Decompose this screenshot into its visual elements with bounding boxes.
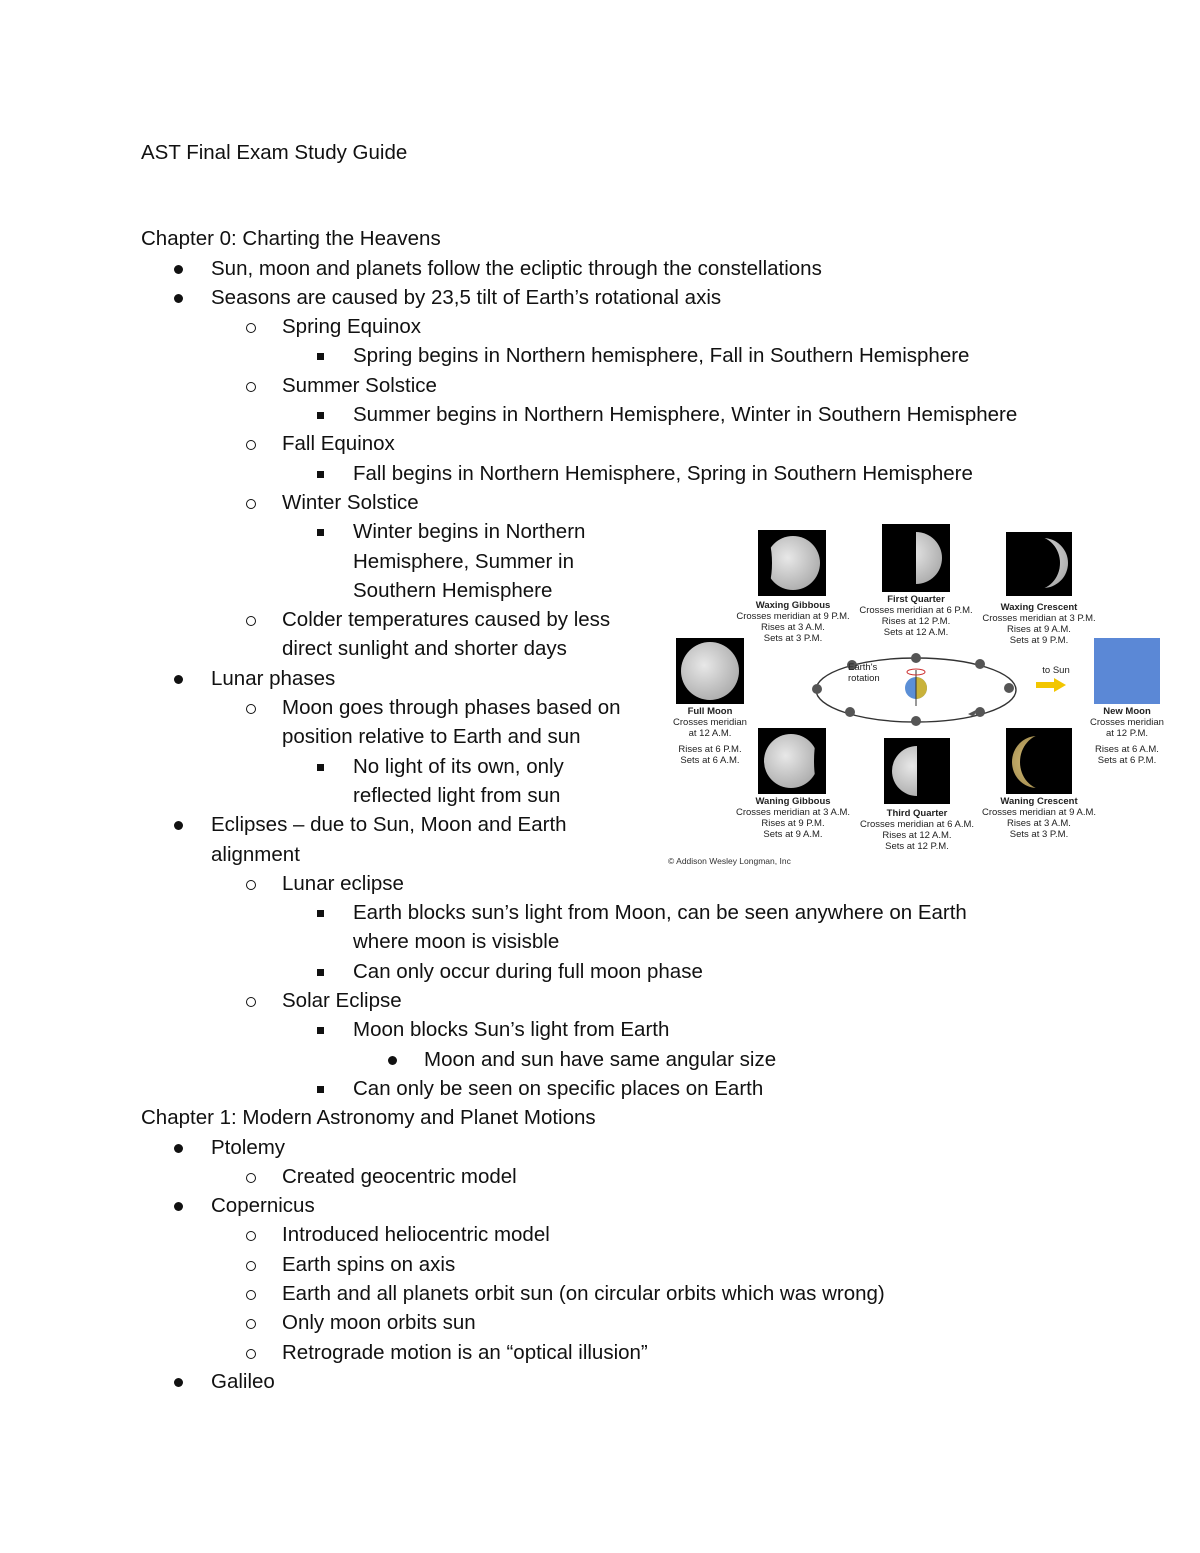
moon-position-icon: [812, 684, 822, 694]
list-item: Introduced heliocentric model: [282, 1223, 550, 1247]
list-item: Ptolemy: [211, 1135, 286, 1159]
list-item: Moon blocks Sun’s light from Earth: [353, 1018, 670, 1042]
lunar-phases-figure: [668, 522, 1164, 868]
waning-crescent-caption: Waning Crescent Crosses meridian at 9 A.M. Rises at 3 A.M. Sets at 3 P.M.: [981, 796, 1097, 840]
third-quarter-photo: [884, 738, 950, 804]
third-quarter-caption: Third Quarter Crosses meridian at 6 A.M. Rises at 12 A.M. Sets at 12 P.M.: [859, 808, 975, 852]
first-quarter-photo: [882, 524, 950, 592]
list-item: Lunar phases: [211, 666, 336, 690]
list-item: Created geocentric model: [282, 1164, 517, 1188]
list-item: Earth spins on axis: [282, 1252, 456, 1276]
list-item: Moon goes through phases based on position relative to Earth and sun: [282, 696, 621, 749]
waning-gibbous-caption: Waning Gibbous Crosses meridian at 3 A.M. Rises at 9 P.M. Sets at 9 A.M.: [735, 796, 851, 840]
earth-rotation-label: Earth's rotation: [848, 662, 880, 684]
waxing-gibbous-caption: Waxing Gibbous Crosses meridian at 9 P.M. Rises at 3 A.M. Sets at 3 P.M.: [736, 600, 850, 644]
moon-position-icon: [911, 653, 921, 663]
to-sun-label: to Sun: [1042, 665, 1070, 676]
waning-crescent-photo: [1006, 728, 1072, 794]
list-item: Spring Equinox: [282, 315, 422, 339]
moon-position-icon: [975, 659, 985, 669]
list-item: Colder temperatures caused by less direct sunlight and shorter days: [282, 608, 611, 661]
list-item: Retrograde motion is an “optical illusion”: [282, 1340, 648, 1364]
list-item: Spring begins in Northern hemisphere, Fall in Southern Hemisphere: [353, 344, 970, 368]
list-item: Only moon orbits sun: [282, 1311, 476, 1335]
full-moon-photo: [676, 638, 744, 704]
list-item: Sun, moon and planets follow the ecliptic through the constellations: [211, 256, 822, 280]
to-sun-arrow-icon: [1036, 678, 1066, 692]
list-item: Winter begins in Northern Hemisphere, Summer in Southern Hemisphere: [353, 520, 586, 602]
list-item: Winter Solstice: [282, 490, 419, 514]
list-item: Fall begins in Northern Hemisphere, Spring in Southern Hemisphere: [353, 461, 973, 485]
list-item: No light of its own, only reflected light from sun: [353, 754, 564, 807]
waning-gibbous-photo: [758, 728, 826, 794]
figure-copyright: © Addison Wesley Longman, Inc: [668, 856, 791, 866]
list-item: Seasons are caused by 23,5 tilt of Earth’s rotational axis: [211, 285, 722, 309]
document-title: AST Final Exam Study Guide: [141, 141, 408, 164]
list-item: Can only be seen on specific places on Earth: [353, 1076, 764, 1100]
chapter-1-heading: Chapter 1: Modern Astronomy and Planet Motions: [141, 1106, 596, 1130]
moon-position-icon: [845, 707, 855, 717]
moon-position-icon: [1004, 683, 1014, 693]
list-item: Galileo: [211, 1369, 275, 1393]
chapter-1-list: [141, 1133, 1141, 1397]
list-item: Solar Eclipse: [282, 989, 402, 1013]
waxing-crescent-photo: [1006, 532, 1072, 596]
list-item: Earth and all planets orbit sun (on circular orbits which was wrong): [282, 1281, 885, 1305]
moon-position-icon: [911, 716, 921, 726]
full-moon-caption: Full Moon Crosses meridian at 12 A.M. Rises at 6 P.M. Sets at 6 A.M.: [673, 706, 747, 766]
list-item: Can only occur during full moon phase: [353, 959, 703, 983]
waxing-gibbous-photo: [758, 530, 826, 596]
new-moon-photo: [1094, 638, 1160, 704]
waxing-crescent-caption: Waxing Crescent Crosses meridian at 3 P.M. Rises at 9 A.M. Sets at 9 P.M.: [982, 602, 1096, 646]
list-item: Summer Solstice: [282, 373, 437, 397]
first-quarter-caption: First Quarter Crosses meridian at 6 P.M. Rises at 12 P.M. Sets at 12 A.M.: [859, 594, 973, 638]
moon-position-icon: [975, 707, 985, 717]
list-item: Moon and sun have same angular size: [424, 1047, 777, 1071]
list-item: Lunar eclipse: [282, 871, 404, 895]
list-item: Eclipses – due to Sun, Moon and Earth alignment: [211, 813, 567, 866]
list-item: Fall Equinox: [282, 432, 395, 456]
list-item: Earth blocks sun’s light from Moon, can be seen anywhere on Earth where moon is visisble: [353, 901, 967, 954]
orbit-diagram: [808, 646, 1028, 726]
new-moon-caption: New Moon Crosses meridian at 12 P.M. Rises at 6 A.M. Sets at 6 P.M.: [1090, 706, 1164, 766]
list-item: Copernicus: [211, 1194, 315, 1218]
chapter-0-heading: Chapter 0: Charting the Heavens: [141, 227, 441, 251]
list-item: Summer begins in Northern Hemisphere, Winter in Southern Hemisphere: [353, 403, 1018, 427]
